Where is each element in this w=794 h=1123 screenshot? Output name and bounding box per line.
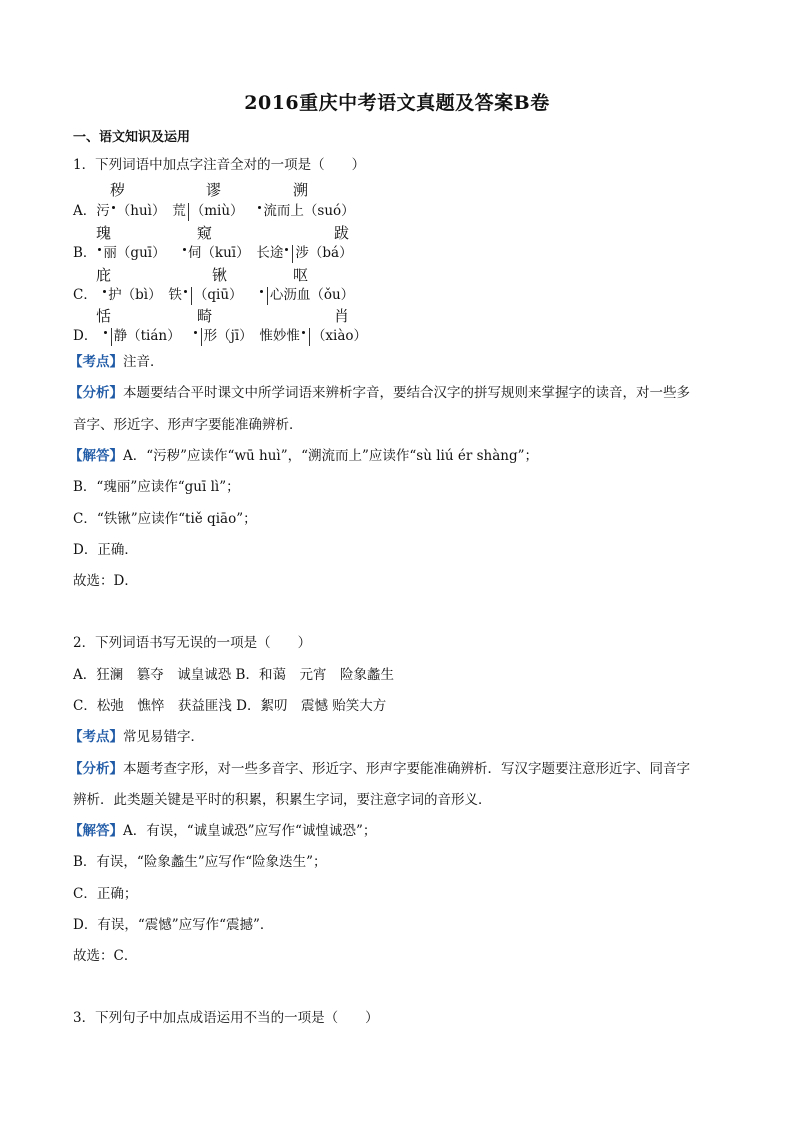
divider-bar bbox=[188, 203, 189, 221]
divider-bar bbox=[309, 328, 310, 346]
q2-stem: 2．下列词语书写无误的一项是（ ） bbox=[73, 635, 312, 651]
q3-stem: 3．下列句子中加点成语运用不当的一项是（ ） bbox=[73, 1010, 379, 1026]
q1-option-d: D． 静（tián） 形（jī） 惟妙惟 （xiào） bbox=[73, 328, 368, 344]
q1-ruby-b3: 跋 bbox=[334, 224, 350, 242]
q1-stem: 1．下列词语中加点字注音全对的一项是（ ） bbox=[73, 157, 366, 173]
q1-option-a: A．污 （huì） 荒 （miù） 流而上（suó） bbox=[73, 203, 355, 219]
q1-answer: 故选：D． bbox=[73, 573, 138, 589]
q2-answer: 故选：C． bbox=[73, 948, 138, 964]
q1-jieda-line4: D．正确． bbox=[73, 542, 138, 558]
q1-ruby-a3: 溯 bbox=[293, 181, 309, 199]
q1-ruby-d3: 肖 bbox=[334, 307, 350, 325]
q1-ruby-c1: 庇 bbox=[96, 266, 112, 284]
q1-ruby-d2: 畸 bbox=[197, 307, 213, 325]
divider-bar bbox=[191, 287, 192, 305]
emphasis-dot-icon bbox=[98, 248, 101, 251]
q1-fenxi-line2: 音字、形近字、形声字要能准确辨析． bbox=[73, 417, 303, 433]
q2-fenxi-line1: 【分析】本题考查字形，对一些多音字、形近字、形声字要能准确辨析．写汉字题要注意形近字、同音字 bbox=[69, 761, 690, 777]
section-heading: 一、语文知识及运用 bbox=[73, 130, 191, 145]
q2-jieda-line2: B．有误，“险象蠡生”应写作“险象迭生”； bbox=[73, 854, 327, 870]
q2-options-ab: A．狂澜 篡夺 诚皇诚恐 B．和蔼 元宵 险象蠡生 bbox=[73, 667, 394, 683]
q1-jieda-line1: 【解答】A．“污秽”应读作“wū huì”，“溯流而上”应读作“sù liú ér shàng”； bbox=[69, 448, 538, 464]
divider-bar bbox=[292, 245, 293, 263]
emphasis-dot-icon bbox=[103, 290, 106, 293]
q1-kaodian: 【考点】注音． bbox=[69, 354, 164, 370]
divider-bar bbox=[201, 328, 202, 346]
emphasis-dot-icon bbox=[194, 331, 197, 334]
q1-ruby-a1: 秽 bbox=[110, 181, 126, 199]
document-title: 2016重庆中考语文真题及答案B卷 bbox=[244, 92, 550, 114]
q1-option-b: B． 丽（guī） 伺（kuī） 长途 涉（bá） bbox=[73, 245, 353, 261]
q2-kaodian: 【考点】常见易错字． bbox=[69, 729, 204, 745]
q1-ruby-b2: 窥 bbox=[197, 224, 213, 242]
emphasis-dot-icon bbox=[258, 206, 261, 209]
emphasis-dot-icon bbox=[183, 248, 186, 251]
divider-bar bbox=[111, 328, 112, 346]
q1-jieda-line2: B．“瑰丽”应读作“guī lì”； bbox=[73, 479, 240, 495]
q1-jieda-line3: C．“铁锹”应读作“tiě qiāo”； bbox=[73, 511, 257, 527]
q1-ruby-c2: 锹 bbox=[212, 266, 228, 284]
emphasis-dot-icon bbox=[112, 206, 115, 209]
q1-ruby-a2: 谬 bbox=[206, 181, 222, 199]
q2-jieda-line1: 【解答】A．有误，“诚皇诚恐”应写作“诚惶诚恐”； bbox=[69, 823, 377, 839]
q1-fenxi-line1: 【分析】本题要结合平时课文中所学词语来辨析字音，要结合汉字的拼写规则来掌握字的读音，对一些多 bbox=[69, 385, 690, 401]
emphasis-dot-icon bbox=[104, 331, 107, 334]
emphasis-dot-icon bbox=[285, 248, 288, 251]
q2-fenxi-line2: 辨析．此类题关键是平时的积累，积累生字词，要注意字词的音形义． bbox=[73, 792, 492, 808]
q2-options-cd: C．松弛 憔悴 获益匪浅 D．絮叨 震憾 贻笑大方 bbox=[73, 698, 387, 714]
q1-ruby-c3: 呕 bbox=[293, 266, 309, 284]
q1-ruby-b1: 瑰 bbox=[96, 224, 112, 242]
q1-option-c: C． 护（bì） 铁 （qiū） 心沥血（ǒu） bbox=[73, 287, 355, 303]
emphasis-dot-icon bbox=[184, 290, 187, 293]
divider-bar bbox=[267, 287, 268, 305]
q2-jieda-line3: C．正确； bbox=[73, 886, 138, 902]
q1-ruby-d1: 恬 bbox=[96, 307, 112, 325]
emphasis-dot-icon bbox=[302, 331, 305, 334]
emphasis-dot-icon bbox=[260, 290, 263, 293]
q2-jieda-line4: D．有误，“震憾”应写作“震撼”． bbox=[73, 917, 274, 933]
